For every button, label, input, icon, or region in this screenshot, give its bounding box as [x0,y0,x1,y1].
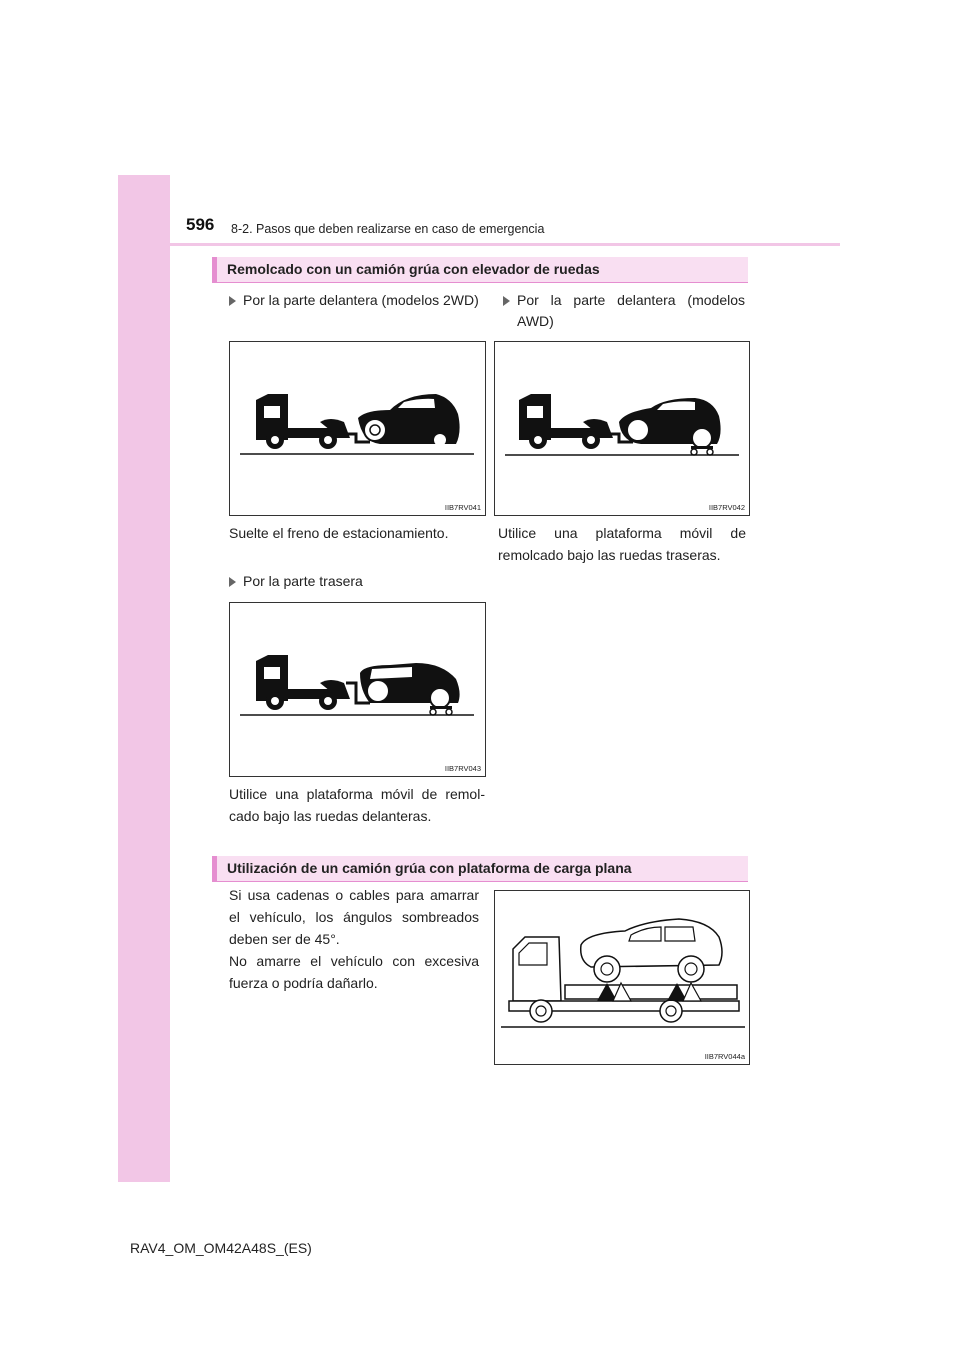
caption-front-2wd: Suelte el freno de estacionamiento. [229,525,449,541]
paragraph-force: No amarre el vehículo con excesiva fuerza o podría dañarlo. [229,953,479,991]
section-heading-text: Remolcado con un camión grúa con elevador de ruedas [227,261,600,277]
bullet-triangle-icon [229,577,236,587]
section-heading-text: Utilización de un camión grúa con plataforma de carga plana [227,860,632,876]
header-rule [118,243,840,246]
figure-code: IIB7RV043 [444,764,481,773]
tow-truck-wheel-lift-dolly-illustration [495,342,751,517]
side-color-band [118,175,170,1182]
document-id: RAV4_OM_OM42A48S_(ES) [130,1240,312,1256]
tow-truck-wheel-lift-illustration [230,342,487,517]
figure-code: IIB7RV044a [704,1052,745,1061]
chapter-title: 8-2. Pasos que deben realizarse en caso de emergencia [231,222,545,236]
flatbed-truck-illustration [495,891,751,1066]
item-front-2wd-label: Por la parte delantera (modelos 2WD) [243,290,479,311]
page-number: 596 [186,215,215,234]
figure-front-awd [494,341,750,516]
figure-flatbed [494,890,750,1065]
caption-front-awd: Utilice una plataforma móvil de remolcado bajo las ruedas traseras. [498,525,746,563]
bullet-triangle-icon [229,296,236,306]
paragraph-chains: Si usa cadenas o cables para amarrar el vehículo, los ángulos sombreados deben ser de 45°. [229,887,479,947]
caption-rear: Utilice una plataforma móvil de remol-cado bajo las ruedas delanteras. [229,786,485,824]
figure-code: IIB7RV042 [708,503,745,512]
section-heading-flatbed [212,856,748,882]
bullet-triangle-icon [503,296,510,306]
section-heading-wheel-lift [212,257,748,283]
tow-truck-rear-lift-illustration [230,603,487,778]
figure-rear [229,602,486,777]
figure-front-2wd [229,341,486,516]
item-rear-label: Por la parte trasera [243,571,479,592]
figure-code: IIB7RV041 [444,503,481,512]
item-front-awd-label: Por la parte delantera (modelos AWD) [517,290,745,332]
